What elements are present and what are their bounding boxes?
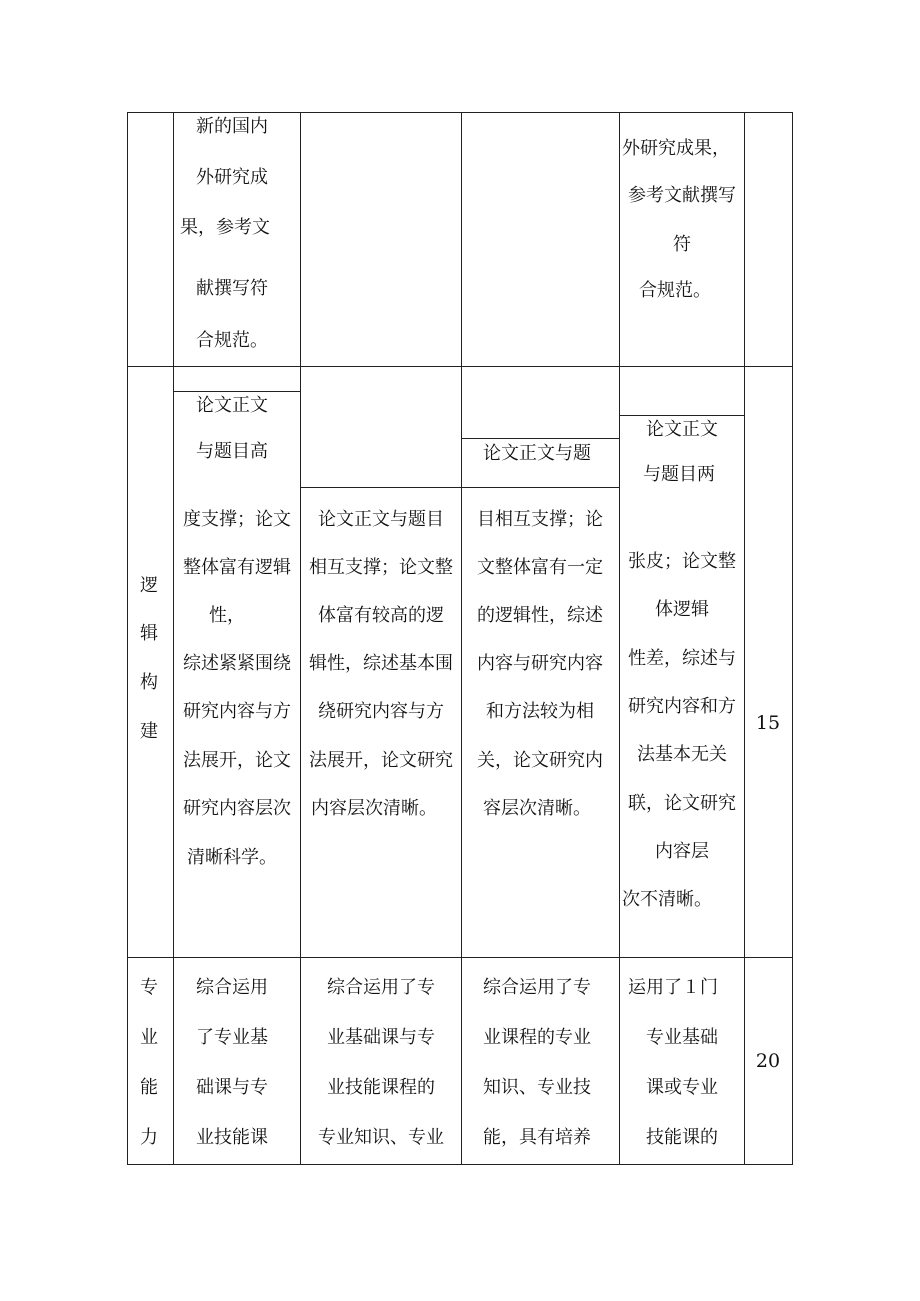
cell-text: 果，参考文 [180,217,270,238]
cell-text: 专业知识、专业 [318,1127,444,1148]
column-divider [619,112,620,1165]
cell-fragment-line [461,438,619,439]
cell-text: 辑性，综述基本围 [309,653,453,674]
cell-text: 度支撑；论文 [183,509,291,530]
cell-text: 外研究成 [196,167,268,188]
cell-text: 容层次清晰。 [483,798,591,819]
cell-text: 内容层次清晰。 [311,798,437,819]
cell-text: 相互支撑；论文整 [309,557,453,578]
cell-text: 次不清晰。 [622,889,712,910]
table-border-top [127,112,793,113]
cell-text: 整体富有逻辑 [183,557,291,578]
cell-text: 业技能课 [196,1127,268,1148]
cell-text: 体逻辑 [655,599,709,620]
cell-text: 论文正文 [646,419,718,440]
cell-text: 合规范。 [639,280,711,301]
category-label-char: 业 [140,1027,158,1048]
cell-text: 知识、专业技 [483,1077,591,1098]
cell-text: 符 [673,234,691,255]
cell-text: 性差，综述与 [628,648,736,669]
cell-text: 课或专业 [646,1077,718,1098]
cell-fragment-line [461,487,619,488]
category-label-char: 力 [140,1127,158,1148]
cell-text: 论文正文与题目 [318,509,444,530]
cell-text: 专业基础 [646,1027,718,1048]
cell-text: 业基础课与专 [327,1027,435,1048]
cell-text: 研究内容层次 [183,798,291,819]
cell-text: 能，具有培养 [483,1127,591,1148]
cell-text: 目相互支撑；论 [477,509,603,530]
table-border-left [127,112,128,1165]
cell-text: 综合运用了专 [483,977,591,998]
cell-text: 内容与研究内容 [477,653,603,674]
cell-text: 论文正文与题 [483,443,591,464]
cell-fragment-line [619,415,744,416]
category-label-char: 构 [140,672,158,693]
cell-text: 技能课的 [646,1127,718,1148]
table-border-bottom [127,1164,793,1165]
column-divider [300,112,301,1165]
column-divider [173,112,174,1165]
cell-text: 研究内容和方 [628,696,736,717]
cell-text: 关，论文研究内 [477,750,603,771]
category-label-char: 建 [140,721,158,742]
cell-text: 外研究成果， [622,138,730,159]
cell-text: 综合运用了专 [327,977,435,998]
cell-text: 法基本无关 [637,744,727,765]
cell-text: 清晰科学。 [187,847,277,868]
row-divider [127,957,793,958]
cell-text: 性， [209,605,245,626]
cell-text: 联，论文研究 [628,793,736,814]
column-divider [744,112,745,1165]
cell-text: 合规范。 [196,330,268,351]
cell-text: 综述紧紧围绕 [183,653,291,674]
cell-text: 与题目高 [196,441,268,462]
cell-text: 文整体富有一定 [477,557,603,578]
cell-text: 综合运用 [196,977,268,998]
score-value: 15 [755,712,781,734]
cell-text: 张皮；论文整 [628,551,736,572]
score-value: 20 [755,1050,781,1072]
category-label-char: 能 [140,1077,158,1098]
column-divider [461,112,462,1165]
category-label-char: 辑 [140,623,158,644]
cell-text: 业课程的专业 [483,1027,591,1048]
cell-text: 参考文献撰写 [628,185,736,206]
cell-fragment-line [300,487,461,488]
category-label-char: 逻 [140,575,158,596]
cell-text: 了专业基 [196,1027,268,1048]
cell-text: 内容层 [655,841,709,862]
cell-text: 业技能课程的 [327,1077,435,1098]
cell-text: 研究内容与方 [183,701,291,722]
row-divider [127,366,793,367]
cell-text: 法展开，论文研究 [309,750,453,771]
category-label-char: 专 [140,977,158,998]
cell-text: 运用了１门 [628,977,718,998]
cell-text: 论文正文 [196,395,268,416]
table-border-right [792,112,793,1165]
cell-text: 础课与专 [196,1077,268,1098]
cell-text: 与题目两 [643,464,715,485]
cell-text: 新的国内 [196,116,268,137]
cell-text: 绕研究内容与方 [318,701,444,722]
cell-fragment-line [173,391,300,392]
cell-text: 体富有较高的逻 [318,605,444,626]
cell-text: 和方法较为相 [486,701,594,722]
cell-text: 献撰写符 [196,278,268,299]
cell-text: 法展开，论文 [183,750,291,771]
cell-text: 的逻辑性，综述 [477,605,603,626]
